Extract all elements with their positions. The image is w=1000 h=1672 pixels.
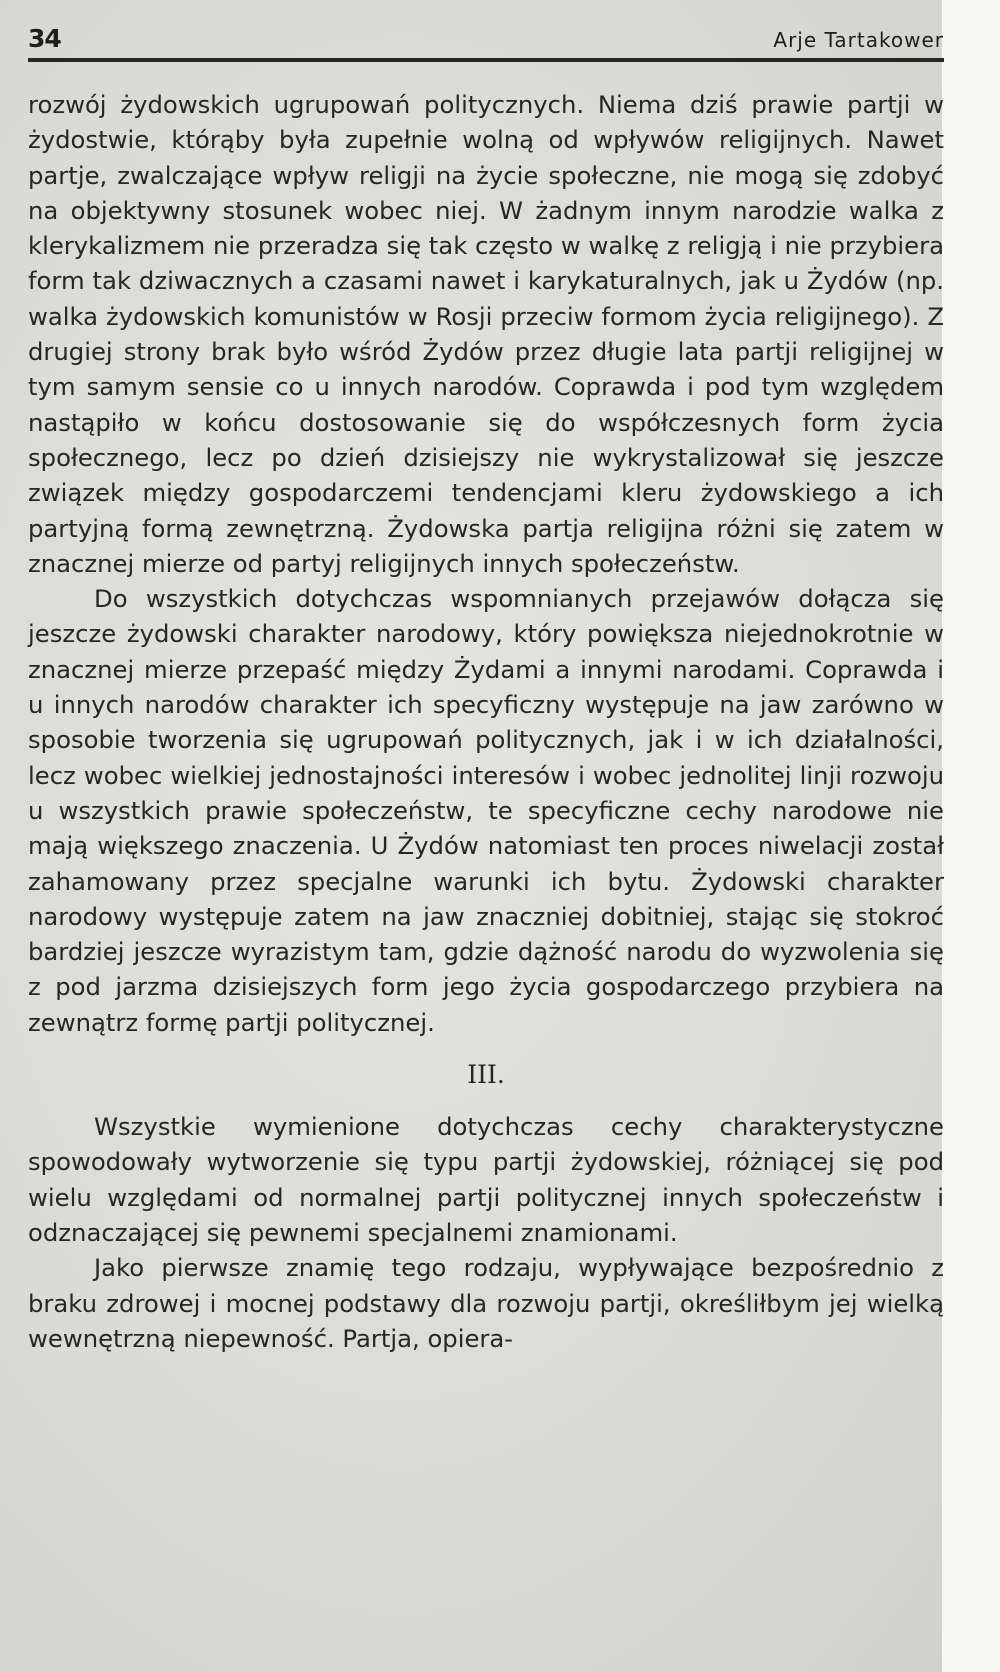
page-margin [942, 0, 1000, 1672]
header-rule [28, 58, 944, 62]
paragraph-continued: rozwój żydowskich ugrupowań politycznych. Niema dziś prawie partji w żydostwie, którąby była zupełnie wolną od wpływów religijnych. Nawet partje, zwalczające wpływ religji na życie społeczne, nie mogą się zdobyć na objektywny stosunek wobec niej. W żadnym innym narodzie walka z klerykalizmem nie przeradza się tak często w walkę z religją i nie przybiera form tak dziwacznych a czasami nawet i karykaturalnych, jak u Żydów (np. walka żydowskich komunistów w Rosji przeciw formom życia religijnego). Z drugiej strony brak było wśród Żydów przez długie lata partji religijnej w tym samym sensie co u innych narodów. Coprawda i pod tym względem nastąpiło w końcu dostosowanie się do współczesnych form życia społecznego, lecz po dzień dzisiejszy nie wykrystalizował się jeszcze związek między gospodarczemi tendencjami kleru żydowskiego a ich partyjną formą zewnętrzną. Żydowska partja religijna różni się zatem w znacznej mierze od partyj religijnych innych społeczeństw. [28, 90, 944, 578]
page-body [28, 87, 944, 1356]
paragraph: Wszystkie wymienione dotychczas cechy charakterystyczne spowodowały wytworzenie się typu partji żydowskiej, różniącej się pod wielu względami od normalnej partji politycznej innych społeczeństw i odznaczającej się pewnemi specjalnemi znamionami. [28, 1112, 944, 1247]
paragraph: Do wszystkich dotychczas wspomnianych przejawów dołącza się jeszcze żydowski charakter narodowy, który powiększa niejednokrotnie w znacznej mierze przepaść między Żydami a innymi narodami. Coprawda i u innych narodów charakter ich specyficzny występuje na jaw zarówno w sposobie tworzenia się ugrupowań politycznych, jak i w ich działalności, lecz wobec wielkiej jednostajności interesów i wobec jednolitej linji rozwoju u wszystkich prawie społeczeństw, te specyficzne cechy narodowe nie mają większego znaczenia. U Żydów natomiast ten proces niwelacji został zahamowany przez specjalne warunki ich bytu. Żydowski charakter narodowy występuje zatem na jaw znaczniej dobitniej, stając się stokroć bardziej jeszcze wyrazistym tam, gdzie dążność narodu do wyzwolenia się z pod jarzma dzisiejszych form jego życia gospodarczego przybiera na zewnątrz formę partji politycznej. [28, 584, 944, 1037]
paragraph: Jako pierwsze znamię tego rodzaju, wypływające bezpośrednio z braku zdrowej i mocnej podstawy dla rozwoju partji, określiłbym jej wielką wewnętrzną niepewność. Partja, opiera- [28, 1253, 944, 1353]
page-header [28, 24, 944, 58]
running-head-author: Arje Tartakower [773, 28, 944, 52]
section-heading: III. [467, 1060, 505, 1090]
page-number: 34 [28, 24, 61, 53]
